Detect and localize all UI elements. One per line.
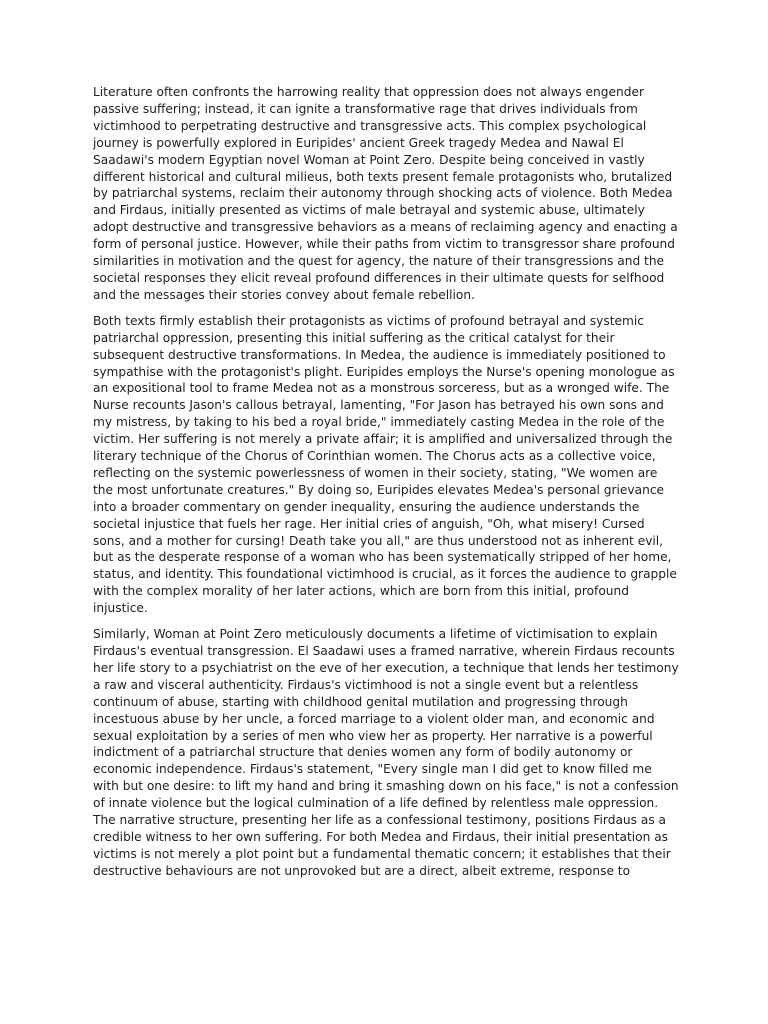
paragraph-medea-victimhood: Both texts firmly establish their protagonists as victims of profound betrayal and systemic patriarchal oppression, presenting this initial suffering as the critical catalyst for their subsequent destructive transformations. In Medea, the audience is immediately positioned to sympathise with the protagonist's plight. Euripides employs the Nurse's opening monologue as an expositional tool to frame Medea not as a monstrous sorceress, but as a wronged wife. The Nurse recounts Jason's callous betrayal, lamenting, "For Jason has betrayed his own sons and my mistress, by taking to his bed a royal bride," immediately casting Medea in the role of the victim. Her suffering is not merely a private affair; it is amplified and universalized through the literary technique of the Chorus of Corinthian women. The Chorus acts as a collective voice, reflecting on the systemic powerlessness of women in their society, stating, "We women are the most unfortunate creatures." By doing so, Euripides elevates Medea's personal grievance into a broader commentary on gender inequality, ensuring the audience understands the societal injustice that fuels her rage. Her initial cries of anguish, "Oh, what misery! Cursed sons, and a mother for cursing! Death take you all," are thus understood not as inherent evil, but as the desperate response of a woman who has been systematically stripped of her home, status, and identity. This foundational victimhood is crucial, as it forces the audience to grapple with the complex morality of her later actions, which are born from this initial, profound injustice. bbox=[93, 313, 677, 616]
paragraph-intro: Literature often confronts the harrowing reality that oppression does not always engender passive suffering; instead, it can ignite a transformative rage that drives individuals from victimhood to perpetrating destructive and transgressive acts. This complex psychological journey is powerfully explored in Euripides' ancient Greek tragedy Medea and Nawal El Saadawi's modern Egyptian novel Woman at Point Zero. Despite being conceived in vastly different historical and cultural milieus, both texts present female protagonists who, brutalized by patriarchal systems, reclaim their autonomy through shocking acts of violence. Both Medea and Firdaus, initially presented as victims of male betrayal and systemic abuse, ultimately adopt destructive and transgressive behaviors as a means of reclaiming agency and enacting a form of personal justice. However, while their paths from victim to transgressor share profound similarities in motivation and the quest for agency, the nature of their transgressions and the societal responses they elicit reveal profound differences in their ultimate quests for selfhood and the messages their stories convey about female rebellion. bbox=[93, 85, 678, 302]
document-page bbox=[93, 84, 679, 889]
paragraph-firdaus-victimhood: Similarly, Woman at Point Zero meticulously documents a lifetime of victimisation to explain Firdaus's eventual transgression. El Saadawi uses a framed narrative, wherein Firdaus recounts her life story to a psychiatrist on the eve of her execution, a technique that lends her testimony a raw and visceral authenticity. Firdaus's victimhood is not a single event but a relentless continuum of abuse, starting with childhood genital mutilation and progressing through incestuous abuse by her uncle, a forced marriage to a violent older man, and economic and sexual exploitation by a series of men who view her as property. Her narrative is a powerful indictment of a patriarchal structure that denies women any form of bodily autonomy or economic independence. Firdaus's statement, "Every single man I did get to know filled me with but one desire: to lift my hand and bring it smashing down on his face," is not a confession of innate violence but the logical culmination of a life defined by relentless male oppression. The narrative structure, presenting her life as a confessional testimony, positions Firdaus as a credible witness to her own suffering. For both Medea and Firdaus, their initial presentation as victims is not merely a plot point but a fundamental thematic concern; it establishes that their destructive behaviours are not unprovoked but are a direct, albeit extreme, response to bbox=[93, 627, 679, 878]
